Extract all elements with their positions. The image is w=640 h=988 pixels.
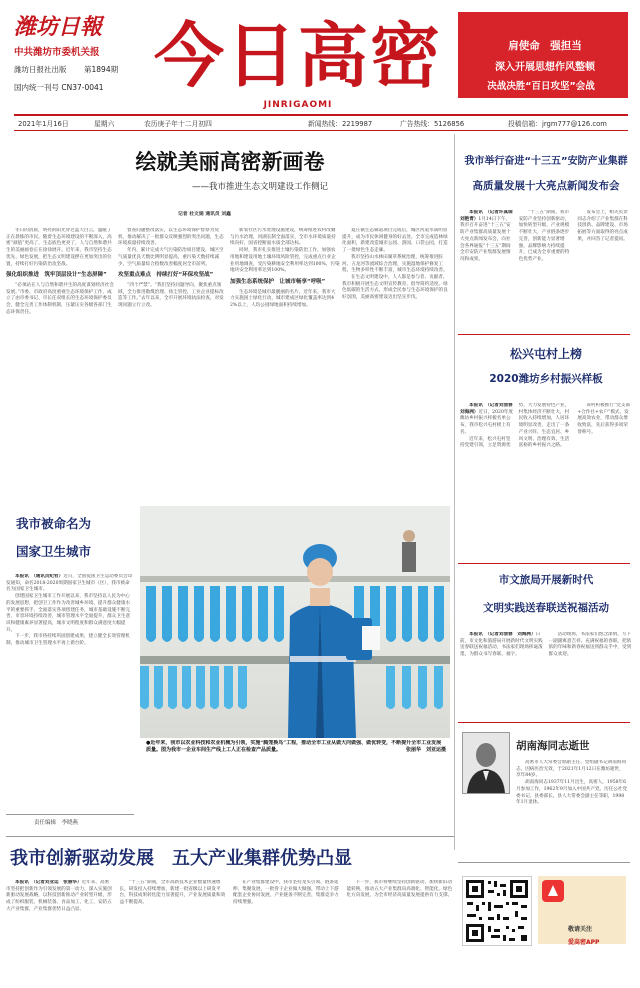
obituary-box: [458, 726, 630, 860]
dateline: [14, 118, 628, 128]
slogan-box: [458, 12, 628, 98]
lead-subhead-1: 强化组织推进 筑牢顶层设计“生态屏障”: [6, 272, 107, 279]
tr-lead: 本报讯 （记者许真瑞 刘艳青）: [460, 210, 518, 222]
slogan-line-3: 决战决胜“百日攻坚”会战: [487, 81, 595, 92]
paper-title-pinyin: JINRIGAOMI: [263, 100, 333, 110]
tr-headline-2: 高质量发展十大亮点新闻发布会: [472, 180, 620, 192]
app-promo-box[interactable]: [538, 876, 626, 944]
qr-code[interactable]: [462, 876, 532, 946]
health-text: 本报讯 （通讯员纪哲）近日，全国爱国卫生运动委员会印发通知，命名2018-2020周期国家卫生城市（区），我市被命名为国家卫生城市。 创建国家卫生城市工作开展以来，我市坚持以人民为中心的发展思想，把创卫工作作为改善城乡环境、提升群众健康水平的重要抓手，全面落实各项创建任务，城市基础设施不断完善，市容环境持续改善，城市管理水平全面提升，群众卫生意识和健康素养显著提高，城市文明程度和群众满意度大幅提升。 下一步，我市将持续巩固创建成果，建立健全长效管理机制，推动城市卫生管理水平再上新台阶。: [6, 574, 133, 647]
bottom-lead: 本报讯 （记者刘亚运 张丽华）: [15, 880, 82, 885]
slogan-line-1: 肩使命 强担当: [508, 40, 582, 52]
news-photo: [140, 506, 450, 738]
date: 2021年1月16日: [18, 120, 69, 128]
lead-subheadline: ——我市推进生态文明建设工作侧记: [191, 182, 328, 192]
portrait-photo: [462, 732, 510, 794]
songmu-headline-2: 2020潍坊乡村振兴样板: [489, 373, 603, 385]
dateline-rule: [14, 130, 628, 131]
health-headline-1: 我市被命名为: [16, 516, 92, 531]
lead-text-col4: 夏庄镇生态廊道项目完成后，城区河道水质明显提升，成为市民休闲健身的好去处。全市完成造林绿化面积，新建改造城市公园、游园、口袋公园，打造了一批绿色生态走廊。 我市坚持山水林田湖草系统治理，统筹推进胶河、五龙河等流域综合治理，实施湿地保护修复工程，生物多样性不断丰富，城市生态环境持续改善。 在生态文明建设中，人人都是参与者、贡献者。我市积极开展生态文明宣传教育，倡导简约适度、绿色低碳的生活方式，形成全民参与生态环境保护的良好氛围，美丽高密建设迈出坚实步伐。: [342, 228, 448, 301]
masthead-rule: [14, 114, 628, 116]
culture-headline-2: 文明实践送春联送祝福活动: [483, 602, 609, 614]
bottom-headline: 我市创新驱动发展 五大产业集群优势凸显: [10, 848, 352, 869]
lead-byline: 记者 杜文娟 通讯员 刘鑫: [178, 211, 231, 217]
qr-label-1: 敬请关注: [568, 926, 593, 933]
lead-subhead-2: 攻坚重点难点 持续打好“环保攻坚战”: [118, 272, 214, 279]
photo-credit: 张丽华 刘亚运摄: [405, 747, 446, 753]
app-logo-icon: [542, 880, 564, 902]
org-line: 中共潍坊市委机关报: [14, 47, 100, 58]
photo-caption: ●近年来，我市以农业科技和农业机械为引领，实施“腾笼换鸟”工程，推动全市工业从做大向做强、做优转变，不断提升全市工业发展质量。图为我市一企业车间生产线上工人正在检查产品质量。 张丽华 刘亚运摄: [146, 740, 446, 753]
lead-text-col3: 新农社区污水处理设施建设，统筹推进农村改厕与污水治理，河湖长制全面落实，全市水环境质量持续向好，国省控断面水质全部达标。 同时，我市扎实推进土壤污染防治工作，加强农用地和建设用地土壤环境风险管控，完成重点行业企业用地调查，受污染耕地安全利用率达到100%，污染地块安全利用率达到100%。 加强生态系统保护 让城市畅享“呼吸” 生态环境是城市最靓丽的名片。近年来，我市大力实施国土绿化行动，城市建成区绿化覆盖率达到42%以上，人均公园绿地面积持续增加。: [230, 228, 340, 309]
culture-text: 本报讯 （记者刘清春 刘海洲）日前，市文化和旅游局开展新时代文明实践送春联送祝福活动，书法家们现场挥毫泼墨，为群众书写春联、福字。 活动现场，书法家们饱含深情，写下一副副寓意吉祥、充满祝福的春联，把浓浓的年味和新春祝福送到群众手中，受到群众欢迎。: [460, 632, 632, 658]
obituary-headline: 胡南海同志逝世: [516, 740, 590, 752]
lead-headline: 绘就美丽高密新画卷: [135, 150, 325, 174]
lead-subhead-3: 加强生态系统保护 让城市畅享“呼吸”: [230, 278, 326, 285]
paper-title: 今日高密: [154, 15, 442, 97]
health-lead: 本报讯 （通讯员纪哲）: [15, 574, 64, 579]
ad-hotline: 广告热线：5126856: [400, 120, 465, 128]
lead-text-col1: 冬日的清晨，明亮的阳光穿过蓝天白云，温暖了正在晨练的市民。随着生态环境建设的不断深入，高密“颜值”更高了，生态底色更亮了，人与自然和谐共生的美丽画卷正在徐徐展开。近年来，我市坚持生态优先、绿色发展，把生态文明建设摆在更加突出的位置，持续打好污染防治攻坚战。 强化组织推进 筑牢顶层设计“生态屏障” “必须站在人与自然和谐共生的高度谋划经济社会发展。”市委、市政府高度重视生态环境保护工作，成立了由市委书记、市长任双组长的生态环境保护委员会，健全完善工作体制机制，压紧压实各级各部门生态环保责任。: [6, 228, 116, 504]
email: 投稿信箱：jrgm777@126.com: [508, 120, 607, 128]
culture-lead: 本报讯 （记者刘清春 刘海洲）: [469, 632, 536, 637]
tr-headline-1: 我市举行奋进“十三五”安防产业集群: [464, 156, 628, 167]
culture-headline-1: 市文旅局开展新时代: [498, 574, 594, 586]
issue-number: 第1894期: [84, 65, 119, 74]
publisher: 潍坊日报社出版: [14, 65, 67, 74]
songmu-lead: 本报讯 （记者刘清春 刘海洲）: [460, 403, 518, 415]
health-headline-2: 国家卫生城市: [16, 544, 92, 559]
tr-text: 本报讯 （记者许真瑞 刘艳青）1月14日下午，我市召开奋进“十三五”安防产业集群高质量发展十大亮点新闻发布会，向社会各界通报“十三五”期间全市安防产业集群发展情况和成果。 “十三五”期间，我市安防产业坚持创新驱动，加快转型升级，产业规模不断壮大，产业链条逐步完善，创新能力显著增强，品牌影响力持续提升，已成为全市重要的特色优势产业。 发布会上，相关负责同志介绍了产业集群在科技创新、品牌建设、市场拓展等方面取得的亮点成果，并回答了记者提问。: [460, 210, 628, 262]
weekday: 星期六: [94, 120, 115, 128]
news-hotline: 新闻热线：2219987: [308, 120, 373, 128]
paper-logo: 潍坊日報: [14, 14, 103, 40]
lunar-date: 农历庚子年十二月初四: [144, 120, 212, 128]
cn-number: 国内统一刊号 CN37-0041: [14, 83, 104, 92]
obituary-text: 高密市人大常委会原副主任、党组副书记胡南海同志，因病医治无效，于2021年1月12日在潍坊逝世，享年84岁。 胡南海同志1937年11月出生，高密人，1958年6月参加工作，1962年9月加入中国共产党。历任公社党委书记、县委部长、县人大常委会副主任等职，1998年1月退休。: [516, 760, 628, 806]
slogan-line-2: 深入开展思想作风整顿: [495, 62, 595, 73]
bottom-text: 本报讯 （记者刘亚运 张丽华）近年来，高密市坚持把创新作为引领发展的第一动力，深入实施创新驱动发展战略，以科技创新推动产业转型升级，形成了纺织服装、机械装备、食品加工、化工、安防五大产业集群，产业集群优势日益凸显。 “十三五”期间，全市高新技术企业数量快速增长，研发投入持续增加，新建一批省级以上研发平台，科技成果转化能力显著提升，产业发展质量和效益不断提高。 在产业集群建设中，我市坚持龙头引领、链条延伸、集聚发展，一批骨干企业做大做强，带动上下游配套企业协同发展，产业链条不断完善，集群竞争力持续增强。 下一步，我市将继续坚持创新驱动，加快新旧动能转换，推动五大产业集群向高端化、智能化、绿色化方向发展，为全市经济高质量发展提供有力支撑。: [6, 880, 453, 912]
lead-text-col2: 督查问题整改落实，以生态环境保护督察为契机，推动解决了一批群众反映强烈的突出问题，生态环境质量持续改善。 年内，累计完成大气污染防治项目建设，城区空气质量优良天数比例明显提高，重污染天数持续减少，空气质量综合指数改善幅度居全市前列。 攻坚重点难点 持续打好“环保攻坚战” “四个严禁”。“我们坚持问题导向，聚焦重点领域，全力推进散煤治理、扬尘管控、工业企业提标改造等工作。”去年以来，全市开展环境执法检查，对发现问题立行立改。: [118, 228, 228, 504]
editor-credit: 责任编辑 李晓燕: [34, 820, 79, 826]
songmu-text: 本报讯 （记者刘清春 刘海洲）近日，2020年度潍坊乡村振兴样板名单公布，我市松兴屯村榜上有名。 近年来，松兴屯村坚持党建引领，立足资源优势，大力发展特色产业，村集体经济不断壮大，村民收入持续增加，人居环境明显改善，走出了一条产业兴旺、生态宜居、乡风文明、治理有效、生活富裕的乡村振兴之路。 该村积极推行“党支部+合作社+农户”模式，发展高效农业，带动群众增收致富，先后获得多项荣誉称号。: [460, 403, 631, 449]
qr-label-2: 爱高密APP: [568, 939, 600, 946]
songmu-headline-1: 松兴屯村上榜: [509, 347, 582, 361]
